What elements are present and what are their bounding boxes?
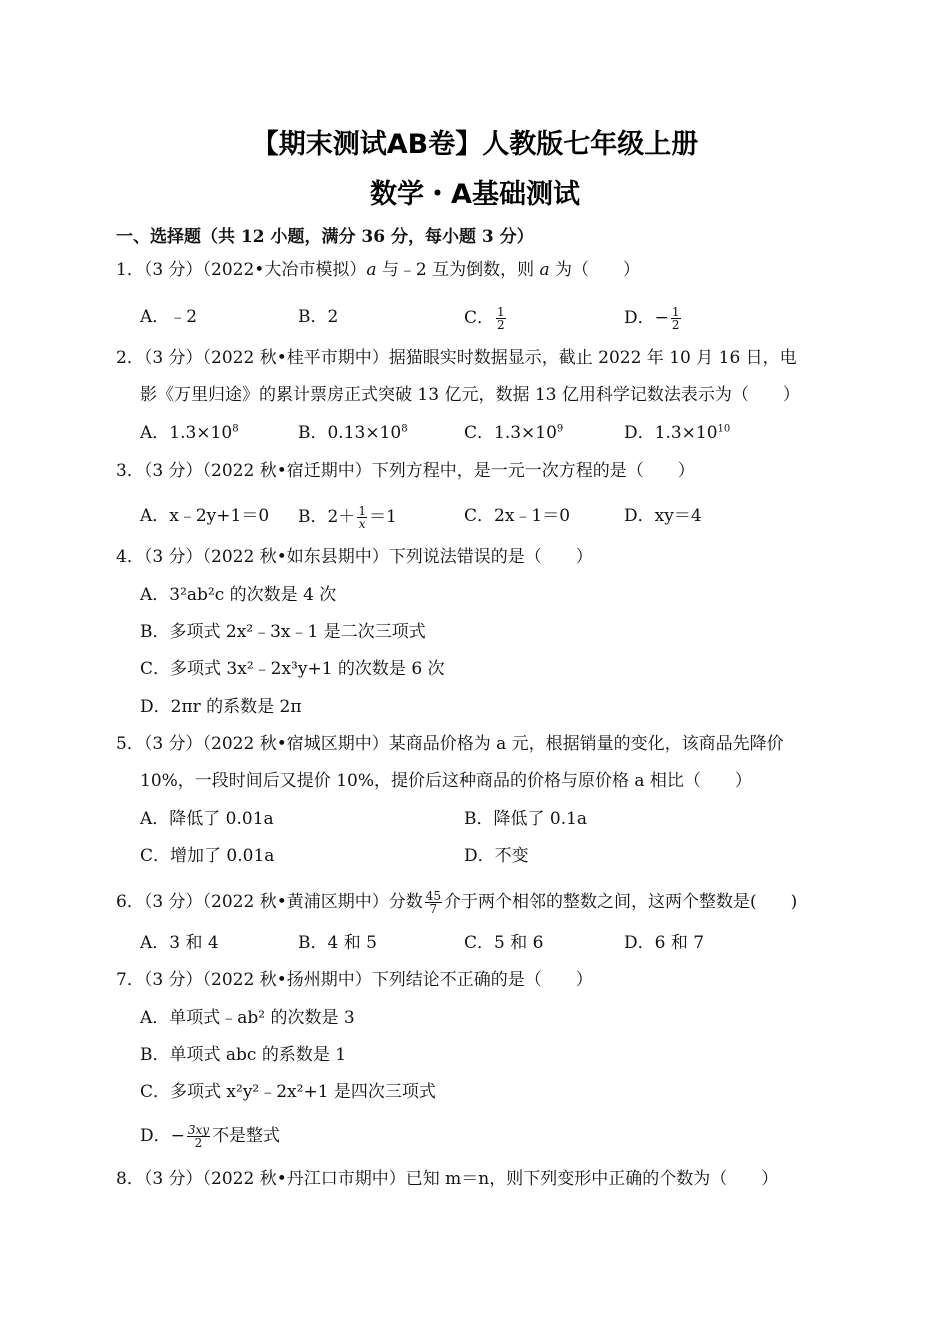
question-1-stem: 1．（3 分）（2022•大冶市模拟）a 与﹣2 互为倒数，则 a 为（ ） [116,260,641,280]
question-6-option-b: B．4 和 5 [298,933,377,953]
question-1-option-c: C． $\frac{1}{2}$ [464,305,505,332]
question-6-option-c: C．5 和 6 [464,933,544,953]
question-7-option-c: C．多项式 x²y²﹣2x²+1 是四次三项式 [140,1082,436,1102]
question-2-option-a: A．$1.3\times 10^8$ [140,423,239,443]
question-6-option-a: A．3 和 4 [140,933,219,953]
question-3-option-c: C．2x﹣1＝0 [464,506,571,526]
question-4-option-c: C．多项式 3x²﹣2x³y+1 的次数是 6 次 [140,659,445,679]
question-3-option-a: A．x﹣2y+1＝0 [140,506,270,526]
question-4-option-a: A．3²ab²c 的次数是 4 次 [140,585,337,605]
question-1-option-d: D．− $\frac{1}{2}$ [624,305,680,332]
question-3-option-b: B．2＋ $\frac{1}{x}$ ＝1 [298,504,397,531]
question-1-option-a: A．﹣2 [140,307,198,327]
question-2-stem-line2: 影《万里归途》的累计票房正式突破 13 亿元，数据 13 亿用科学记数法表示为（ ） [140,385,800,405]
fraction: $\frac{45}{7}$ [425,889,442,916]
question-6-option-d: D．6 和 7 [624,933,705,953]
fraction: $\frac{3xy}{2}$ [187,1123,210,1150]
exam-title: 【期末测试AB卷】人教版七年级上册 [251,129,699,160]
question-5-stem-line2: 10%，一段时间后又提价 10%，提价后这种商品的价格与原价格 a 相比（ ） [140,771,752,791]
question-6-stem: 6．（3 分）（2022 秋•黄浦区期中）分数 $\frac{45}{7}$ 介于两个相邻的整数之间，这两个整数是( ) [116,889,798,916]
question-4-stem: 4．（3 分）（2022 秋•如东县期中）下列说法错误的是（ ） [116,547,593,567]
question-4-option-d: D．2πr 的系数是 2π [140,697,302,717]
question-1-option-b: B．2 [298,307,339,327]
question-5-option-d: D．不变 [464,846,529,866]
question-7-option-d: D．− $\frac{3xy}{2}$ 不是整式 [140,1123,281,1150]
fraction: $\frac{1}{x}$ [358,504,366,531]
question-2-option-b: B．$0.13\times 10^8$ [298,423,408,443]
question-2-option-d: D．$1.3\times 10^{10}$ [624,423,731,443]
question-5-option-b: B．降低了 0.1a [464,809,588,829]
question-3-option-d: D．xy＝4 [624,506,702,526]
question-8-stem: 8．（3 分）（2022 秋•丹江口市期中）已知 m＝n，则下列变形中正确的个数为（ ） [116,1169,779,1189]
question-4-option-b: B．多项式 2x²﹣3x﹣1 是二次三项式 [140,622,426,642]
fraction: $\frac{1}{2}$ [671,305,680,332]
question-7-option-a: A．单项式﹣ab² 的次数是 3 [140,1008,355,1028]
question-2-option-c: C．$1.3\times 10^9$ [464,423,564,443]
fraction: $\frac{1}{2}$ [497,305,505,332]
question-2-stem-line1: 2．（3 分）（2022 秋•桂平市期中）据猫眼实时数据显示，截止 2022 年 10 月 16 日，电 [116,348,797,368]
question-5-stem-line1: 5．（3 分）（2022 秋•宿城区期中）某商品价格为 a 元，根据销量的变化，该商品先降价 [116,734,784,754]
section-heading: 一、选择题（共 12 小题，满分 36 分，每小题 3 分） [116,227,534,247]
question-5-option-c: C．增加了 0.01a [140,846,275,866]
question-5-option-a: A．降低了 0.01a [140,809,274,829]
question-7-stem: 7．（3 分）（2022 秋•扬州期中）下列结论不正确的是（ ） [116,970,593,990]
question-3-stem: 3．（3 分）（2022 秋•宿迁期中）下列方程中，是一元一次方程的是（ ） [116,461,695,481]
question-7-option-b: B．单项式 abc 的系数是 1 [140,1045,347,1065]
exam-subtitle: 数学・A基础测试 [370,179,580,210]
